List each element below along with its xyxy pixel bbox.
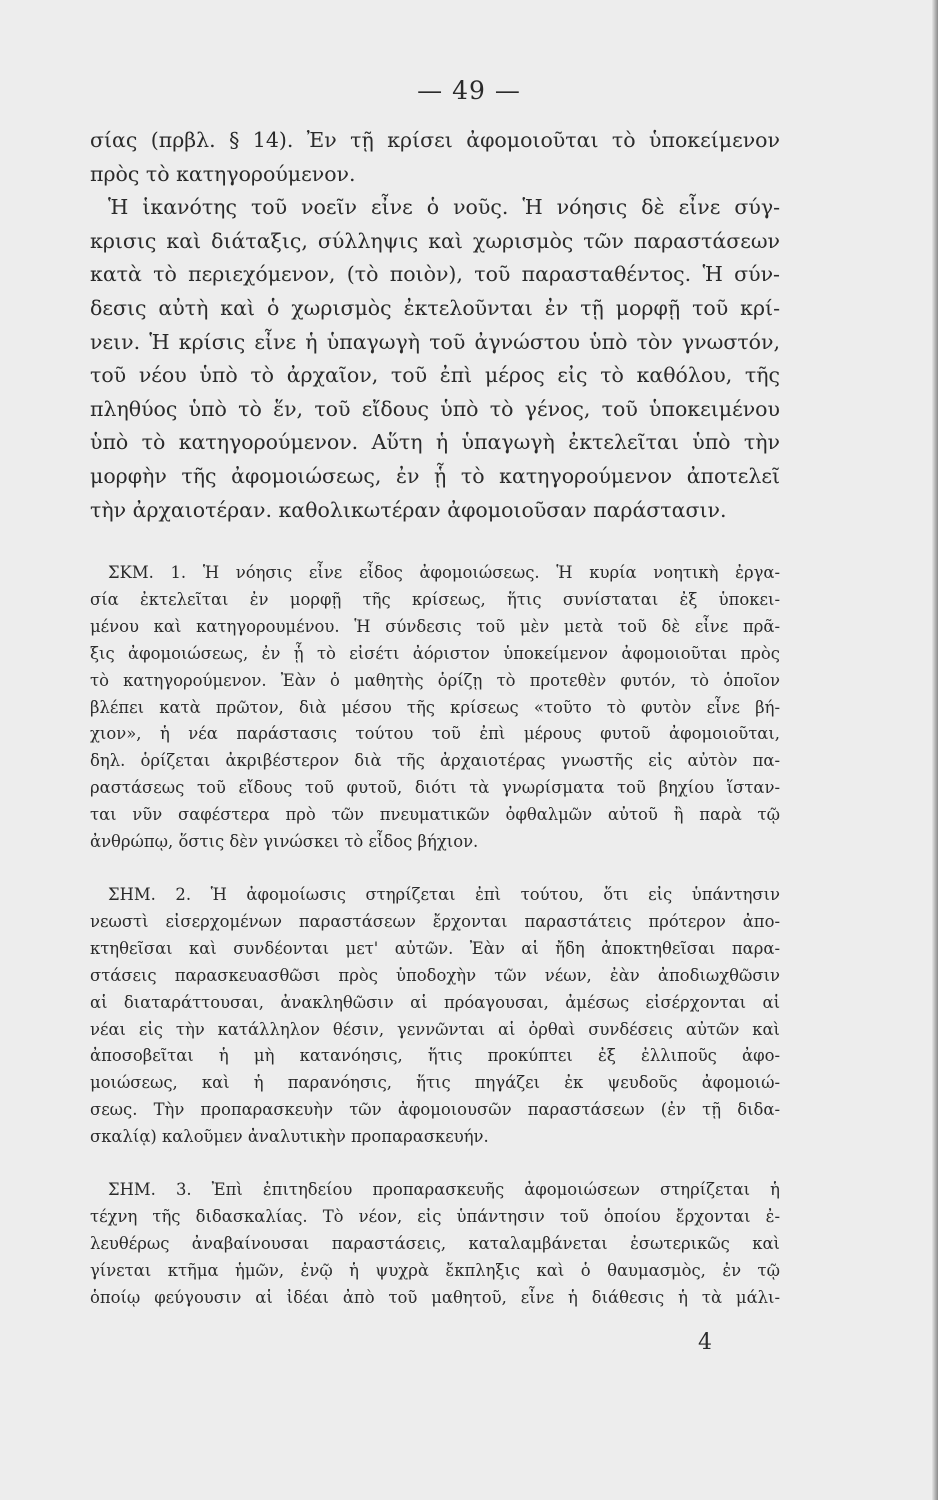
main-line: σίας (πρβλ. § 14). Ἐν τῇ κρίσει ἀφομοιοῦται τὸ ὑποκείμενον <box>90 128 780 152</box>
note-1 <box>90 560 780 856</box>
note-line: μένου καὶ κατηγορουμένου. Ἡ σύνδεσις τοῦ μὲν μετὰ τοῦ δὲ εἶνε πρᾶ- <box>90 616 780 636</box>
note-line: νέαι εἰς τὴν κατάλληλον θέσιν, γεννῶνται αἱ ὀρθαὶ συνδέσεις αὐτῶν καὶ <box>90 1019 780 1039</box>
note-line: σκαλίᾳ) καλοῦμεν ἀναλυτικὴν προπαρασκευήν. <box>90 1127 489 1147</box>
note-line: ξις ἀφομοιώσεως, ἐν ᾗ τὸ εἰσέτι ἀόριστον ὑποκείμενον ἀφομοιοῦται πρὸς <box>90 643 780 663</box>
page-number-header: — 49 — <box>417 76 521 105</box>
main-line: τοῦ νέου ὑπὸ τὸ ἀρχαῖον, τοῦ ἐπὶ μέρος εἰς τὸ καθόλου, τῆς <box>90 363 780 388</box>
note-line: ΣΗΜ. 3. Ἐπὶ ἐπιτηδείου προπαρασκευῆς ἀφομοιώσεων στηρίζεται ἡ <box>108 1180 780 1199</box>
note-line: χιον», ἡ νέα παράστασις τούτου τοῦ ἐπὶ μέρους φυτοῦ ἀφομοιοῦται, <box>90 724 780 744</box>
main-line: κατὰ τὸ περιεχόμενον, (τὸ ποιὸν), τοῦ παρασταθέντος. Ἡ σύν- <box>90 262 780 287</box>
note-line: τὸ κατηγορούμενον. Ἐὰν ὁ μαθητὴς ὁρίζῃ τὸ προτεθὲν φυτόν, τὸ ὁποῖον <box>90 670 780 690</box>
main-line: νειν. Ἡ κρίσις εἶνε ἡ ὑπαγωγὴ τοῦ ἀγνώστου ὑπὸ τὸν γνωστόν, <box>90 329 780 354</box>
main-line: δεσις αὐτὴ καὶ ὁ χωρισμὸς ἐκτελοῦνται ἐν τῇ μορφῇ τοῦ κρί- <box>90 295 780 320</box>
main-line: πληθύος ὑπὸ τὸ ἕν, τοῦ εἴδους ὑπὸ τὸ γένος, τοῦ ὑποκειμένου <box>90 396 780 421</box>
main-line: κρισις καὶ διάταξις, σύλληψις καὶ χωρισμὸς τῶν παραστάσεων <box>90 228 780 253</box>
note-3 <box>90 1177 780 1312</box>
note-line: ἀποσοβεῖται ἡ μὴ κατανόησις, ἥτις προκύπτει ἐξ ἐλλιποῦς ἀφο- <box>90 1046 780 1066</box>
note-line: δηλ. ὁρίζεται ἀκριβέστερον διὰ τῆς ἀρχαιοτέρας γνωστῆς εἰς αὐτὸν πα- <box>90 751 780 771</box>
note-line: σία ἐκτελεῖται ἐν μορφῇ τῆς κρίσεως, ἥτις συνίσταται ἐξ ὑποκει- <box>90 589 780 609</box>
main-line: Ἡ ἱκανότης τοῦ νοεῖν εἶνε ὁ νοῦς. Ἡ νόησις δὲ εἶνε σύγ- <box>108 195 780 220</box>
note-line: ἀνθρώπῳ, ὅστις δὲν γινώσκει τὸ εἶδος βήχιον. <box>90 832 479 852</box>
note-2 <box>90 882 780 1151</box>
note-line: ΣΗΜ. 2. Ἡ ἀφομοίωσις στηρίζεται ἐπὶ τούτου, ὅτι εἰς ὑπάντησιν <box>108 885 780 904</box>
note-line: γίνεται κτῆμα ἡμῶν, ἐνῷ ἡ ψυχρὰ ἔκπληξις καὶ ὁ θαυμασμὸς, ἐν τῷ <box>90 1260 780 1280</box>
note-line: σεως. Τὴν προπαρασκευὴν τῶν ἀφομοιουσῶν παραστάσεων (ἐν τῇ διδα- <box>90 1100 780 1120</box>
note-line: ραστάσεως τοῦ εἴδους τοῦ φυτοῦ, διότι τὰ γνωρίσματα τοῦ βηχίου ἵσταν- <box>90 778 780 798</box>
main-line: ὑπὸ τὸ κατηγορούμενον. Αὕτη ἡ ὑπαγωγὴ ἐκτελεῖται ὑπὸ τὴν <box>90 430 780 455</box>
main-line: μορφὴν τῆς ἀφομοιώσεως, ἐν ᾗ τὸ κατηγορούμενον ἀποτελεῖ <box>90 463 780 488</box>
note-line: μοιώσεως, καὶ ἡ παρανόησις, ἥτις πηγάζει ἐκ ψευδοῦς ἀφομοιώ- <box>90 1073 780 1093</box>
note-line: βλέπει κατὰ πρῶτον, διὰ μέσου τῆς κρίσεως «τοῦτο τὸ φυτὸν εἶνε βή- <box>90 697 780 717</box>
note-line: στάσεις παρασκευασθῶσι πρὸς ὑποδοχὴν τῶν νέων, ἐὰν ἀποδιωχθῶσιν <box>90 965 780 985</box>
note-line: αἱ διαταράττουσαι, ἀνακληθῶσιν αἱ πρόαγουσαι, ἀμέσως εἰσέρχονται αἱ <box>90 992 780 1012</box>
signature-mark: 4 <box>698 1330 712 1355</box>
note-line: τέχνη τῆς διδασκαλίας. Τὸ νέον, εἰς ὑπάντησιν τοῦ ὁποίου ἔρχονται ἐ- <box>90 1206 780 1226</box>
note-line: ται νῦν σαφέστερα πρὸ τῶν πνευματικῶν ὀφθαλμῶν αὐτοῦ ἢ παρὰ τῷ <box>90 805 780 825</box>
note-line: λευθέρως ἀναβαίνουσαι παραστάσεις, καταλαμβάνεται ἐσωτερικῶς καὶ <box>90 1233 780 1253</box>
note-line: κτηθεῖσαι καὶ συνδέονται μετ' αὐτῶν. Ἐὰν αἱ ἤδη ἀποκτηθεῖσαι παρα- <box>90 938 780 958</box>
page-edge-shadow <box>932 0 938 1500</box>
note-line: ΣΚΜ. 1. Ἡ νόησις εἶνε εἶδος ἀφομοιώσεως. Ἡ κυρία νοητικὴ ἐργα- <box>108 563 780 582</box>
main-paragraph <box>90 124 780 527</box>
note-line: ὁποίῳ φεύγουσιν αἱ ἰδέαι ἀπὸ τοῦ μαθητοῦ, εἶνε ἡ διάθεσις ἡ τὰ μάλι- <box>90 1287 780 1307</box>
main-line: πρὸς τὸ κατηγορούμενον. <box>90 161 356 186</box>
main-line: τὴν ἀρχαιοτέραν. καθολικωτέραν ἀφομοιοῦσαν παράστασιν. <box>90 497 727 522</box>
note-line: νεωστὶ εἰσερχομένων παραστάσεων ἔρχονται παραστάτεις πρότερον ἀπο- <box>90 911 780 931</box>
